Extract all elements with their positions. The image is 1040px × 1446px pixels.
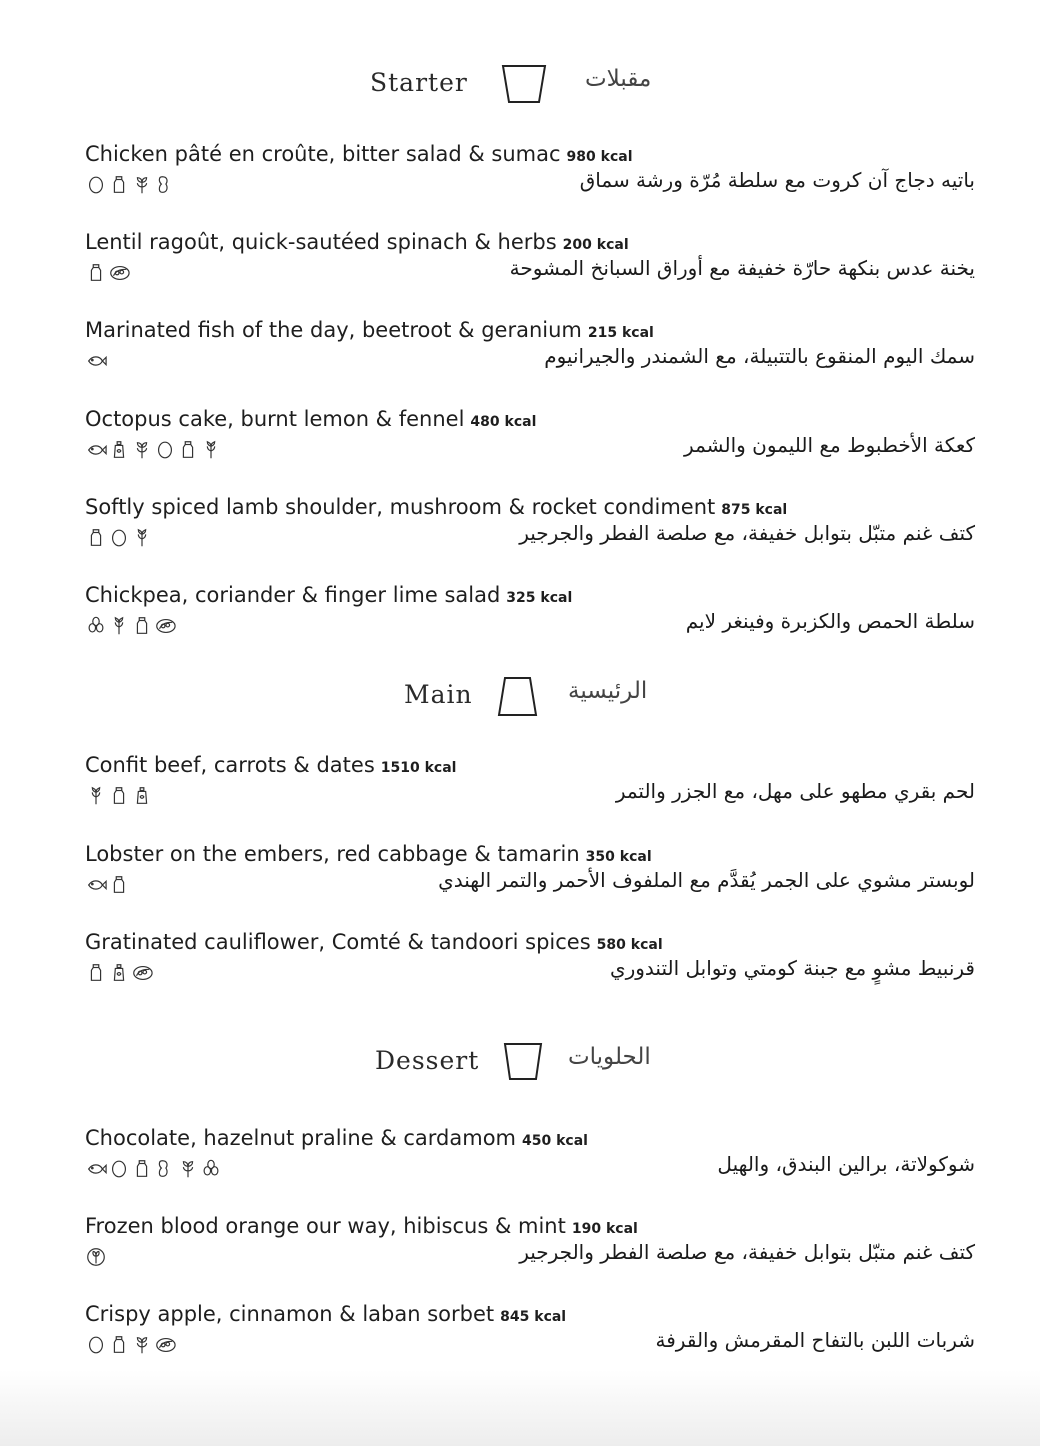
dish-name-en bbox=[85, 930, 663, 954]
celery-icon bbox=[177, 1158, 199, 1180]
dish-name-ar: باتيه دجاج آن كروت مع سلطة مُرّة ورشة سماق bbox=[579, 168, 975, 192]
allergen-icons bbox=[85, 785, 154, 807]
dish-name-ar: يخنة عدس بنكهة حارّة خفيفة مع أوراق السبانخ المشوحة bbox=[509, 256, 975, 280]
egg-icon bbox=[108, 527, 130, 549]
wheat-icon bbox=[131, 527, 153, 549]
menu-item bbox=[85, 1302, 975, 1362]
calorie-badge: 1510 kcal bbox=[380, 760, 457, 776]
fish-icon bbox=[85, 1158, 107, 1180]
allergen-icons bbox=[85, 615, 177, 637]
section-title-en: Starter bbox=[370, 68, 468, 97]
dish-name-en bbox=[85, 142, 633, 166]
dish-title: Marinated fish of the day, beetroot & geranium bbox=[85, 318, 582, 342]
allergen-icons bbox=[85, 174, 177, 196]
menu-item bbox=[85, 842, 975, 902]
dish-name-ar: شربات اللبن بالتفاح المقرمش والقرفة bbox=[655, 1328, 975, 1352]
calorie-badge: 875 kcal bbox=[721, 502, 788, 518]
calorie-badge: 480 kcal bbox=[470, 414, 537, 430]
dish-name-ar: لحم بقري مطهو على مهل، مع الجزر والتمر bbox=[615, 779, 975, 803]
celery-icon bbox=[131, 439, 153, 461]
calorie-badge: 450 kcal bbox=[522, 1133, 588, 1149]
glass-icon bbox=[500, 64, 548, 106]
dish-name-ar: كتف غنم متبّل بتوابل خفيفة، مع صلصة الفطر والجرجير bbox=[519, 1240, 975, 1264]
fish-icon bbox=[85, 874, 107, 896]
milk-icon bbox=[85, 262, 107, 284]
egg-icon bbox=[85, 174, 107, 196]
dish-name-en bbox=[85, 1126, 588, 1150]
dish-name-en bbox=[85, 1214, 638, 1238]
soy-icon bbox=[108, 262, 130, 284]
egg-icon bbox=[154, 439, 176, 461]
egg-icon bbox=[85, 1334, 107, 1356]
fish-icon bbox=[85, 350, 107, 372]
menu-item bbox=[85, 407, 975, 467]
dish-name-en bbox=[85, 318, 654, 342]
dish-name-ar: لوبستر مشوي على الجمر يُقدَّم مع الملفوف الأحمر والتمر الهندي bbox=[438, 868, 975, 892]
milk-icon bbox=[108, 874, 130, 896]
allergen-icons bbox=[85, 874, 131, 896]
mustard-icon bbox=[108, 962, 130, 984]
mustard-icon bbox=[108, 439, 130, 461]
dish-name-ar: سلطة الحمص والكزبرة وفينغر لايم bbox=[685, 609, 975, 633]
milk-icon bbox=[177, 439, 199, 461]
egg-icon bbox=[108, 1158, 130, 1180]
section-header-starter bbox=[0, 64, 1040, 114]
allergen-icons bbox=[85, 262, 131, 284]
menu-item bbox=[85, 495, 975, 555]
wheat-icon bbox=[108, 615, 130, 637]
dish-title: Chocolate, hazelnut praline & cardamom bbox=[85, 1126, 517, 1150]
sesame-icon bbox=[85, 615, 107, 637]
milk-icon bbox=[131, 1158, 153, 1180]
dish-name-en bbox=[85, 230, 629, 254]
calorie-badge: 580 kcal bbox=[596, 937, 663, 953]
peanut-icon bbox=[154, 174, 176, 196]
dish-name-ar: قرنبيط مشوٍ مع جبنة كومتي وتوابل التندوري bbox=[609, 956, 975, 980]
calorie-badge: 325 kcal bbox=[506, 590, 573, 606]
section-title-ar: مقبلات bbox=[585, 66, 652, 92]
milk-icon bbox=[108, 785, 130, 807]
menu-item bbox=[85, 318, 975, 378]
menu-item bbox=[85, 1126, 975, 1186]
celery-icon bbox=[131, 174, 153, 196]
menu-item bbox=[85, 753, 975, 813]
section-header-dessert bbox=[0, 1042, 1040, 1092]
dish-title: Confit beef, carrots & dates bbox=[85, 753, 375, 777]
dish-title: Octopus cake, burnt lemon & fennel bbox=[85, 407, 465, 431]
dish-title: Chickpea, coriander & finger lime salad bbox=[85, 583, 501, 607]
section-title-en: Main bbox=[404, 680, 473, 709]
dish-title: Lentil ragoût, quick-sautéed spinach & herbs bbox=[85, 230, 557, 254]
dish-name-en bbox=[85, 753, 456, 777]
dish-name-en bbox=[85, 495, 787, 519]
menu-item bbox=[85, 583, 975, 643]
section-header-main bbox=[0, 676, 1040, 726]
section-title-ar: الحلويات bbox=[568, 1044, 651, 1070]
dish-name-en bbox=[85, 842, 652, 866]
glass-icon bbox=[496, 676, 540, 718]
allergen-icons bbox=[85, 439, 223, 461]
milk-icon bbox=[85, 962, 107, 984]
dish-title: Softly spiced lamb shoulder, mushroom & rocket condiment bbox=[85, 495, 716, 519]
peanut-icon bbox=[154, 1158, 176, 1180]
milk-icon bbox=[131, 615, 153, 637]
dish-title: Frozen blood orange our way, hibiscus & mint bbox=[85, 1214, 566, 1238]
milk-icon bbox=[108, 174, 130, 196]
milk-icon bbox=[85, 527, 107, 549]
dish-name-ar: شوكولاتة، برالين البندق، والهيل bbox=[717, 1152, 975, 1176]
dish-title: Chicken pâté en croûte, bitter salad & sumac bbox=[85, 142, 561, 166]
celery-icon bbox=[131, 1334, 153, 1356]
glass-icon bbox=[502, 1042, 544, 1082]
vegan-icon bbox=[85, 1246, 107, 1268]
allergen-icons bbox=[85, 1246, 108, 1268]
menu-item bbox=[85, 230, 975, 290]
allergen-icons bbox=[85, 1334, 177, 1356]
fish-icon bbox=[85, 439, 107, 461]
dish-title: Gratinated cauliflower, Comté & tandoori spices bbox=[85, 930, 591, 954]
menu-item bbox=[85, 142, 975, 202]
wheat-icon bbox=[85, 785, 107, 807]
allergen-icons bbox=[85, 350, 108, 372]
menu-item bbox=[85, 930, 975, 990]
allergen-icons bbox=[85, 1158, 223, 1180]
dish-name-en bbox=[85, 1302, 566, 1326]
soy-icon bbox=[154, 1334, 176, 1356]
dish-name-ar: كعكة الأخطبوط مع الليمون والشمر bbox=[684, 433, 975, 457]
calorie-badge: 845 kcal bbox=[500, 1309, 567, 1325]
dish-name-ar: سمك اليوم المنقوع بالتتبيلة، مع الشمندر والجيرانيوم bbox=[544, 344, 975, 368]
calorie-badge: 190 kcal bbox=[571, 1221, 638, 1237]
dish-name-ar: كتف غنم متبّل بتوابل خفيفة، مع صلصة الفطر والجرجير bbox=[519, 521, 975, 545]
milk-icon bbox=[108, 1334, 130, 1356]
calorie-badge: 980 kcal bbox=[566, 149, 633, 165]
wheat-icon bbox=[200, 439, 222, 461]
dish-title: Crispy apple, cinnamon & laban sorbet bbox=[85, 1302, 495, 1326]
section-title-en: Dessert bbox=[375, 1046, 480, 1075]
calorie-badge: 350 kcal bbox=[585, 849, 652, 865]
calorie-badge: 200 kcal bbox=[562, 237, 629, 253]
allergen-icons bbox=[85, 527, 154, 549]
soy-icon bbox=[131, 962, 153, 984]
dish-title: Lobster on the embers, red cabbage & tamarin bbox=[85, 842, 580, 866]
calorie-badge: 215 kcal bbox=[587, 325, 654, 341]
dish-name-en bbox=[85, 583, 572, 607]
allergen-icons bbox=[85, 962, 154, 984]
dish-name-en bbox=[85, 407, 536, 431]
mustard-icon bbox=[131, 785, 153, 807]
menu-item bbox=[85, 1214, 975, 1274]
soy-icon bbox=[154, 615, 176, 637]
sesame-icon bbox=[200, 1158, 222, 1180]
section-title-ar: الرئيسية bbox=[568, 678, 648, 704]
